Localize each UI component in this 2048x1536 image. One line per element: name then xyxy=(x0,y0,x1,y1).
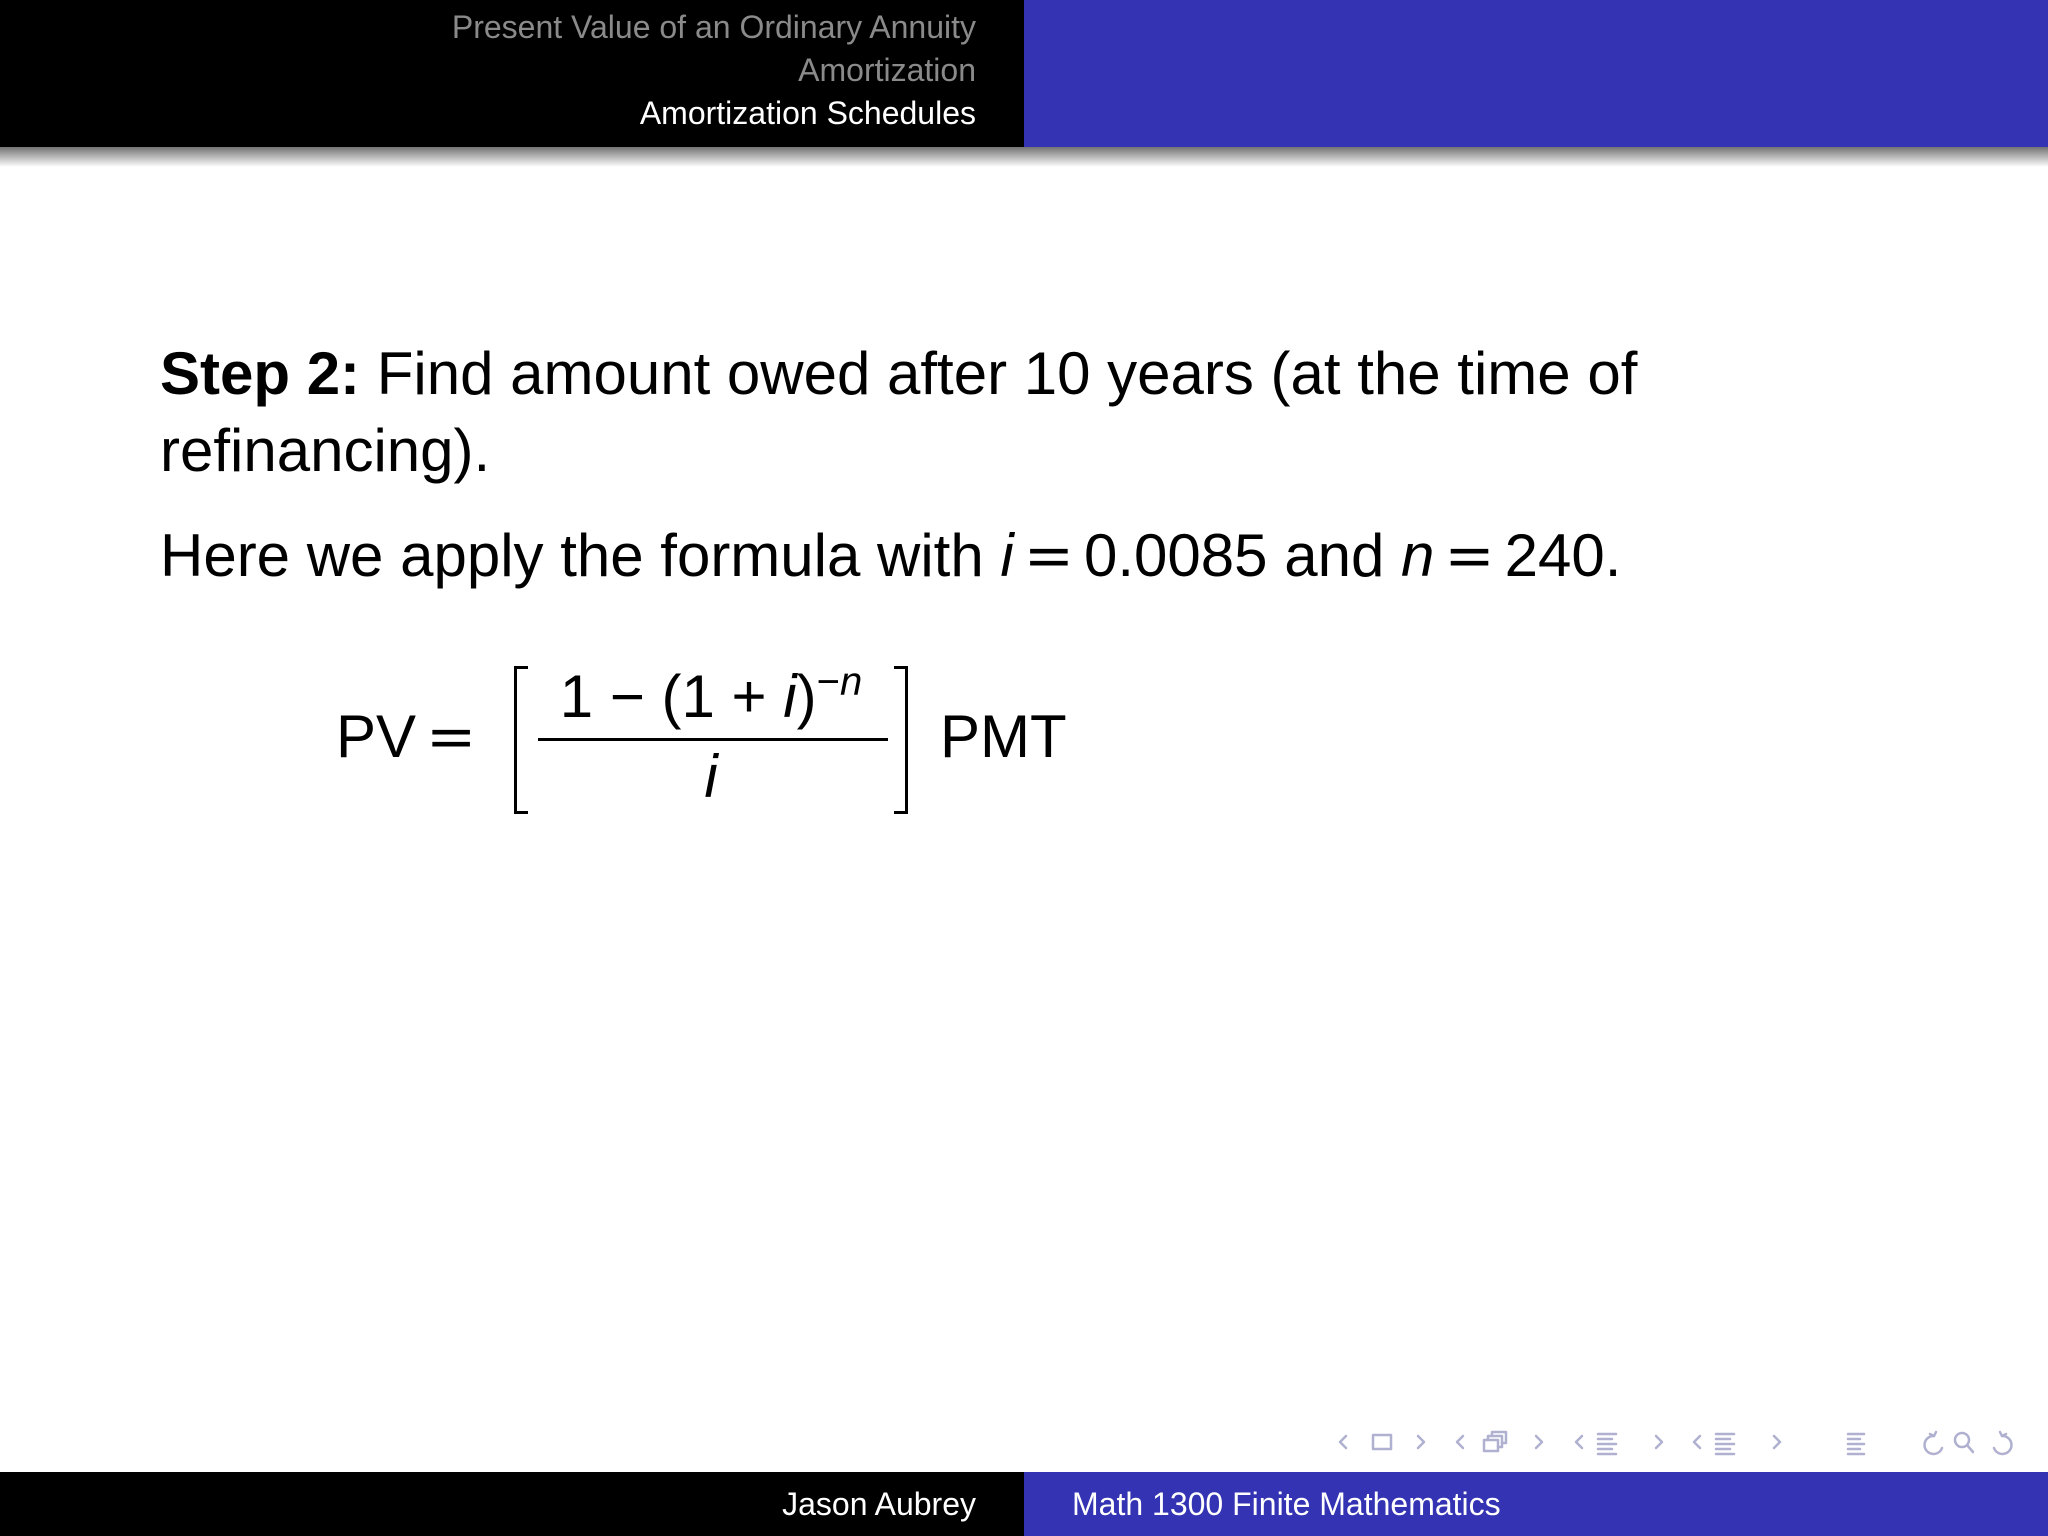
frame-icon[interactable] xyxy=(1373,1435,1391,1449)
nav-section-amortization[interactable]: Amortization xyxy=(798,52,976,88)
appendix-icon[interactable] xyxy=(1848,1434,1864,1454)
n-value: 240. xyxy=(1504,522,1622,589)
numerator-part2: ) xyxy=(796,663,817,730)
exponent-var-n: n xyxy=(839,660,863,704)
navigation-symbols xyxy=(1330,1424,2030,1460)
footer-course-title: Math 1300 Finite Mathematics xyxy=(1072,1486,1501,1522)
numerator-var-i: i xyxy=(783,663,797,730)
exponent-sign: − xyxy=(816,660,840,704)
variable-n: n xyxy=(1400,522,1435,589)
arrow-left-icon[interactable] xyxy=(1576,1436,1582,1448)
footer-author: Jason Aubrey xyxy=(782,1486,976,1522)
header-left-panel xyxy=(0,0,1024,147)
nav-section-present-value[interactable]: Present Value of an Ordinary Annuity xyxy=(451,9,976,45)
arrow-right-icon[interactable] xyxy=(1536,1436,1542,1448)
section-icon[interactable] xyxy=(1716,1434,1734,1454)
and-word: and xyxy=(1267,522,1401,589)
pmt-symbol: PMT xyxy=(940,703,1067,770)
fraction-bar xyxy=(538,738,888,741)
arrow-left-icon[interactable] xyxy=(1457,1436,1463,1448)
section-icon[interactable] xyxy=(1598,1434,1616,1454)
header-bar xyxy=(0,0,2048,147)
arrow-right-icon[interactable] xyxy=(1418,1436,1424,1448)
numerator-part1: 1 − (1 + xyxy=(559,663,784,730)
formula-equals: = xyxy=(426,702,477,772)
formula-intro xyxy=(160,517,1920,595)
slide-body xyxy=(160,335,1920,595)
arrow-left-icon[interactable] xyxy=(1340,1436,1346,1448)
formula-numerator xyxy=(536,662,886,732)
i-value: 0.0085 xyxy=(1084,522,1268,589)
section-navigation xyxy=(24,6,1024,135)
formula-denominator xyxy=(536,742,886,812)
pv-symbol: PV xyxy=(336,703,417,770)
equals-sign: = xyxy=(1444,521,1495,591)
variable-i: i xyxy=(1000,522,1014,589)
redo-icon[interactable] xyxy=(1994,1432,2011,1454)
formula-lhs xyxy=(336,702,486,772)
arrow-left-icon[interactable] xyxy=(1694,1436,1700,1448)
step-label: Step 2: xyxy=(160,340,361,407)
left-bracket xyxy=(514,666,528,814)
subsection-icon[interactable] xyxy=(1484,1432,1506,1451)
footer-right-panel xyxy=(1024,1472,2048,1536)
denominator-var-i: i xyxy=(704,743,718,810)
nav-subsection-amortization-schedules[interactable]: Amortization Schedules xyxy=(639,95,976,131)
right-bracket xyxy=(894,666,908,814)
equals-sign: = xyxy=(1023,521,1075,591)
header-right-panel xyxy=(1024,0,2048,147)
step-text: Find amount owed after 10 years (at the time of refinancing). xyxy=(160,340,1638,484)
header-shadow xyxy=(0,147,2048,167)
exponent xyxy=(817,660,863,704)
search-icon[interactable] xyxy=(1955,1433,1973,1452)
step-paragraph xyxy=(160,335,1920,489)
intro-text: Here we apply the formula with xyxy=(160,522,1001,589)
undo-icon[interactable] xyxy=(1925,1432,1942,1454)
footer-left-panel xyxy=(0,1472,1024,1536)
arrow-right-icon[interactable] xyxy=(1774,1436,1780,1448)
arrow-right-icon[interactable] xyxy=(1656,1436,1662,1448)
present-value-formula xyxy=(336,662,1236,822)
